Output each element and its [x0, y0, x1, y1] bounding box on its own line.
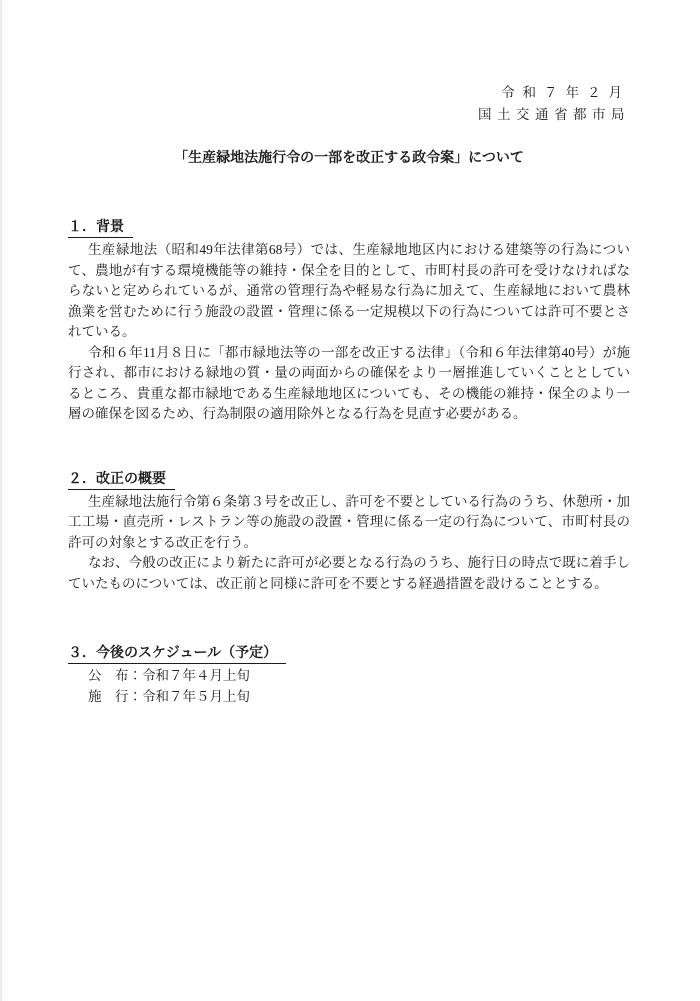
background-paragraph-2: 令和６年11月８日に「都市緑地法等の一部を改正する法律」（令和６年法律第40号）が施行され、都市における緑地の質・量の両面からの確保をより一層推進していくこととしているところ、貴重な都市緑地である生産緑地地区についても、その機能の維持・保全のより一層の確保を図るため、行為制限の適用除外となる行為を見直す必要がある。	[68, 344, 630, 421]
section-background	[68, 217, 630, 425]
document-header	[68, 82, 630, 126]
section-background-body	[68, 240, 630, 425]
section-schedule-heading-text: ３．今後のスケジュール（予定）	[68, 643, 286, 664]
document-title: 「生産緑地法施行令の一部を改正する政令案」について	[174, 149, 524, 165]
section-schedule	[68, 643, 630, 707]
header-organization: 国土交通省都市局	[478, 107, 630, 122]
section-schedule-heading	[68, 643, 630, 664]
background-paragraph-1: 生産緑地法（昭和49年法律第68号）では、生産緑地地区内における建築等の行為について、農地が有する環境機能等の維持・保全を目的として、市町村長の許可を受けなければならないと定められているが、通常の管理行為や軽易な行為に加えて、生産緑地において農林漁業を営むために行う施設の設置・管理に係る一定規模以下の行為については許可不要とされている。	[68, 242, 630, 339]
section-amendment-overview-heading	[68, 469, 630, 490]
amendment-paragraph-1: 生産緑地法施行令第６条第３号を改正し、許可を不要としている行為のうち、休憩所・加工工場・直売所・レストラン等の施設の設置・管理に係る一定の行為について、市町村長の許可の対象とする改正を行う。	[68, 493, 630, 550]
section-background-heading-text: １．背景	[68, 217, 133, 238]
section-amendment-overview	[68, 469, 630, 595]
amendment-paragraph-2: なお、今般の改正により新たに許可が必要となる行為のうち、施行日の時点で既に着手していたものについては、改正前と同様に許可を不要とする経過措置を設けることとする。	[68, 555, 630, 591]
header-date: 令和７年２月	[501, 85, 630, 100]
section-background-heading	[68, 217, 630, 238]
schedule-promulgation: 公 布：令和７年４月上旬	[88, 668, 250, 683]
schedule-enforcement: 施 行：令和７年５月上旬	[88, 688, 250, 704]
section-amendment-overview-heading-text: ２．改正の概要	[68, 469, 175, 490]
schedule-list	[68, 666, 630, 707]
section-amendment-overview-body	[68, 492, 630, 595]
